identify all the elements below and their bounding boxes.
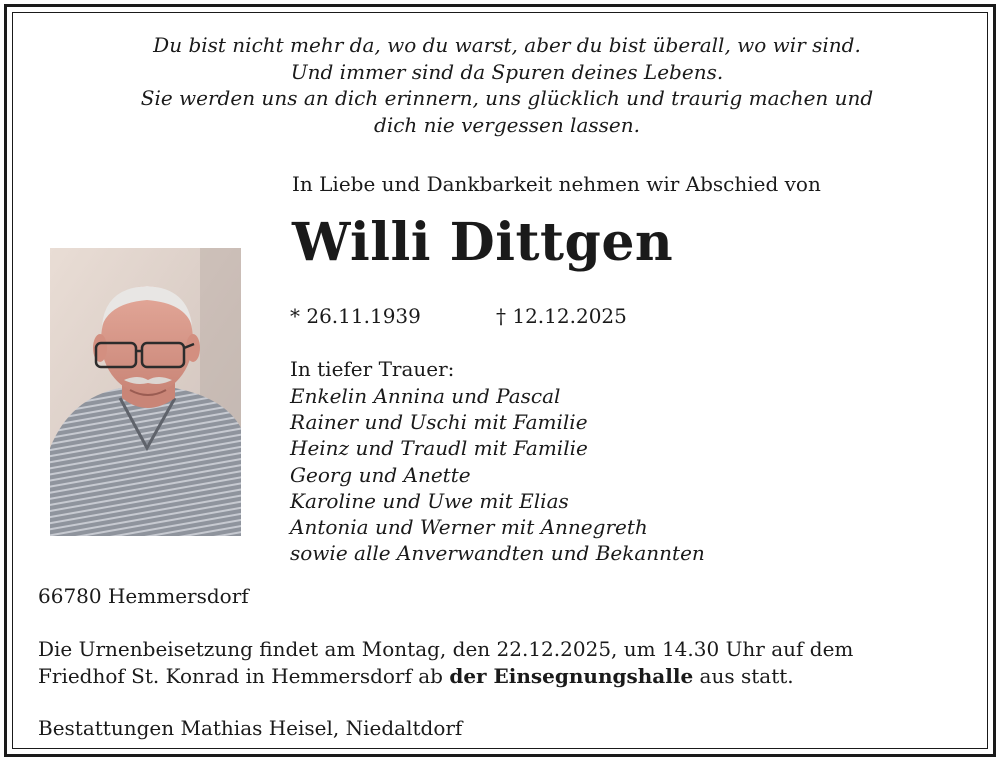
mourner-entry: Rainer und Uschi mit Familie <box>290 410 588 435</box>
mourners-list <box>290 383 705 566</box>
undertaker: Bestattungen Mathias Heisel, Niedaltdorf <box>38 716 463 740</box>
funeral-line-1: Die Urnenbeisetzung findet am Montag, den 22.12.2025, um 14.30 Uhr auf dem <box>38 637 854 661</box>
mourner-entry: Enkelin Annina und Pascal <box>290 384 561 408</box>
farewell-intro: In Liebe und Dankbarkeit nehmen wir Abschied von <box>292 172 821 196</box>
deceased-name: Willi Dittgen <box>292 212 674 273</box>
death-date: † 12.12.2025 <box>496 304 627 328</box>
mourner-entry: Heinz und Traudl mit Familie <box>290 436 588 461</box>
location: 66780 Hemmersdorf <box>38 584 249 608</box>
poem-line: dich nie vergessen lassen. <box>374 112 640 137</box>
funeral-line-2-start: Friedhof St. Konrad in Hemmersdorf ab <box>38 664 450 688</box>
poem-line: Und immer sind da Spuren deines Lebens. <box>290 59 724 84</box>
poem <box>0 32 1000 138</box>
funeral-venue: der Einsegnungshalle <box>449 664 694 688</box>
funeral-line-2-end: aus statt. <box>693 664 794 688</box>
mourner-entry: Karoline und Uwe mit Elias <box>290 488 569 513</box>
funeral-notice <box>38 636 853 690</box>
portrait-photo <box>50 248 241 536</box>
poem-line: Sie werden uns an dich erinnern, uns glücklich und traurig machen und <box>140 86 874 110</box>
mourner-entry: Georg und Anette <box>290 462 471 487</box>
birth-date: * 26.11.1939 <box>290 304 421 328</box>
mourner-entry: Antonia und Werner mit Annegreth <box>290 515 648 540</box>
mourning-title: In tiefer Trauer: <box>290 357 455 381</box>
poem-line: Du bist nicht mehr da, wo du warst, aber du bist überall, wo wir sind. <box>153 33 861 57</box>
portrait-illustration <box>50 248 241 536</box>
mourner-entry: sowie alle Anverwandten und Bekannten <box>290 541 705 566</box>
funeral-line-2 <box>38 663 853 690</box>
